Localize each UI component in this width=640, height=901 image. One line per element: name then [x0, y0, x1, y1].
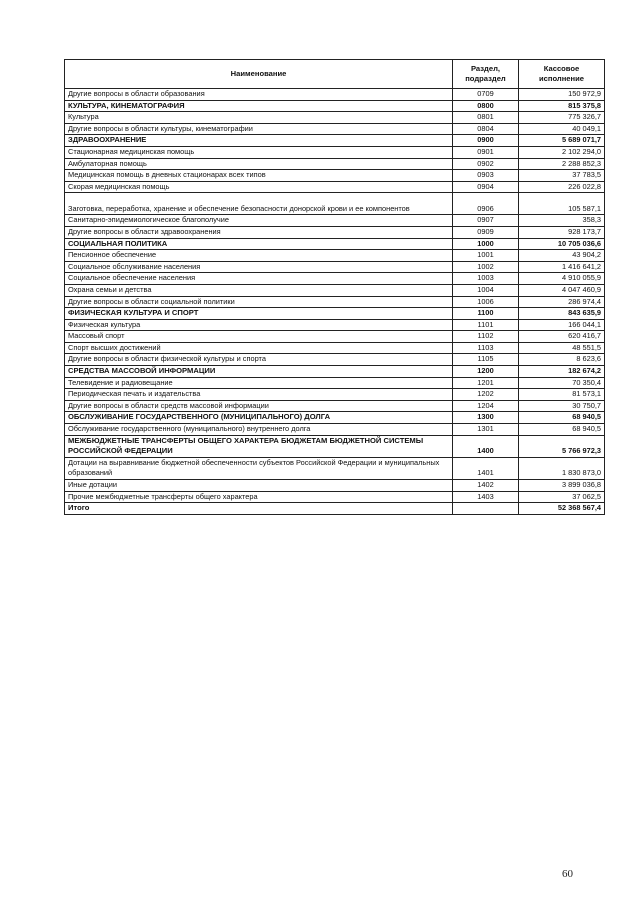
row-amount: 286 974,4: [519, 296, 605, 308]
table-row: [65, 158, 605, 170]
row-amount: 226 022,8: [519, 181, 605, 193]
row-name: Спорт высших достижений: [65, 342, 453, 354]
row-section-code: 0709: [453, 89, 519, 101]
row-amount: 5 766 972,3: [519, 435, 605, 457]
row-section-code: 1101: [453, 319, 519, 331]
section-row: [65, 135, 605, 147]
table-row: [65, 226, 605, 238]
row-name: Социальное обслуживание населения: [65, 261, 453, 273]
row-name: Телевидение и радиовещание: [65, 377, 453, 389]
row-name: ФИЗИЧЕСКАЯ КУЛЬТУРА И СПОРТ: [65, 308, 453, 320]
row-name: Иные дотации: [65, 480, 453, 492]
row-name: Физическая культура: [65, 319, 453, 331]
row-name: ЗДРАВООХРАНЕНИЕ: [65, 135, 453, 147]
row-section-code: [453, 503, 519, 515]
table-row: [65, 342, 605, 354]
row-section-code: 1003: [453, 273, 519, 285]
table-row: [65, 480, 605, 492]
row-section-code: 1201: [453, 377, 519, 389]
row-name: Культура: [65, 112, 453, 124]
row-name: Пенсионное обеспечение: [65, 250, 453, 262]
row-amount: 4 910 055,9: [519, 273, 605, 285]
row-section-code: 1301: [453, 424, 519, 436]
row-section-code: 0801: [453, 112, 519, 124]
row-section-code: 1004: [453, 284, 519, 296]
row-amount: 48 551,5: [519, 342, 605, 354]
row-amount: 358,3: [519, 215, 605, 227]
header-cash-execution: Кассовое исполнение: [519, 60, 605, 89]
row-name: Стационарная медицинская помощь: [65, 146, 453, 158]
row-amount: 150 972,9: [519, 89, 605, 101]
row-name: Другие вопросы в области средств массовой информации: [65, 400, 453, 412]
row-amount: 620 416,7: [519, 331, 605, 343]
row-name: Скорая медицинская помощь: [65, 181, 453, 193]
row-amount: 68 940,5: [519, 412, 605, 424]
row-amount: 37 783,5: [519, 170, 605, 182]
header-section-code: Раздел, подраздел: [453, 60, 519, 89]
table-row: [65, 181, 605, 193]
row-name: Медицинская помощь в дневных стационарах всех типов: [65, 170, 453, 182]
row-section-code: 1103: [453, 342, 519, 354]
row-name: Амбулаторная помощь: [65, 158, 453, 170]
table-row: [65, 250, 605, 262]
row-amount: 70 350,4: [519, 377, 605, 389]
table-row: [65, 112, 605, 124]
row-section-code: 0906: [453, 193, 519, 215]
row-section-code: 0804: [453, 123, 519, 135]
table-row: [65, 296, 605, 308]
row-section-code: 0800: [453, 100, 519, 112]
row-section-code: 1006: [453, 296, 519, 308]
row-section-code: 1105: [453, 354, 519, 366]
row-name: СОЦИАЛЬНАЯ ПОЛИТИКА: [65, 238, 453, 250]
row-name: Охрана семьи и детства: [65, 284, 453, 296]
row-section-code: 1001: [453, 250, 519, 262]
row-name: Итого: [65, 503, 453, 515]
row-name: КУЛЬТУРА, КИНЕМАТОГРАФИЯ: [65, 100, 453, 112]
section-row: [65, 503, 605, 515]
section-row: [65, 366, 605, 378]
row-section-code: 1204: [453, 400, 519, 412]
budget-execution-table: [64, 59, 605, 515]
row-amount: 775 326,7: [519, 112, 605, 124]
table-row: [65, 354, 605, 366]
page-number: 60: [562, 868, 573, 880]
row-name: Другие вопросы в области образования: [65, 89, 453, 101]
row-section-code: 0903: [453, 170, 519, 182]
table-row: [65, 389, 605, 401]
row-amount: 52 368 567,4: [519, 503, 605, 515]
table-row: [65, 319, 605, 331]
row-amount: 843 635,9: [519, 308, 605, 320]
row-name: Массовый спорт: [65, 331, 453, 343]
row-section-code: 1000: [453, 238, 519, 250]
table-row: [65, 89, 605, 101]
row-amount: 68 940,5: [519, 424, 605, 436]
table-header-row: [65, 60, 605, 89]
row-amount: 40 049,1: [519, 123, 605, 135]
row-section-code: 1300: [453, 412, 519, 424]
row-name: Обслуживание государственного (муниципального) внутреннего долга: [65, 424, 453, 436]
row-name: Другие вопросы в области физической культуры и спорта: [65, 354, 453, 366]
row-section-code: 1002: [453, 261, 519, 273]
row-section-code: 0901: [453, 146, 519, 158]
row-section-code: 1202: [453, 389, 519, 401]
section-row: [65, 100, 605, 112]
table-row: [65, 284, 605, 296]
row-amount: 81 573,1: [519, 389, 605, 401]
row-name: ОБСЛУЖИВАНИЕ ГОСУДАРСТВЕННОГО (МУНИЦИПАЛЬНОГО) ДОЛГА: [65, 412, 453, 424]
table-row: [65, 491, 605, 503]
header-name: Наименование: [65, 60, 453, 89]
row-amount: 2 288 852,3: [519, 158, 605, 170]
table-row: [65, 193, 605, 215]
row-amount: 4 047 460,9: [519, 284, 605, 296]
table-row: [65, 377, 605, 389]
row-amount: 5 689 071,7: [519, 135, 605, 147]
row-section-code: 0907: [453, 215, 519, 227]
row-name: Другие вопросы в области культуры, кинематографии: [65, 123, 453, 135]
row-name: Периодическая печать и издательства: [65, 389, 453, 401]
row-amount: 8 623,6: [519, 354, 605, 366]
row-amount: 815 375,8: [519, 100, 605, 112]
table-row: [65, 215, 605, 227]
row-name: Другие вопросы в области социальной политики: [65, 296, 453, 308]
table-row: [65, 261, 605, 273]
row-amount: 2 102 294,0: [519, 146, 605, 158]
row-section-code: 1403: [453, 491, 519, 503]
table-row: [65, 273, 605, 285]
row-section-code: 0904: [453, 181, 519, 193]
row-amount: 182 674,2: [519, 366, 605, 378]
row-section-code: 1400: [453, 435, 519, 457]
row-amount: 10 705 036,6: [519, 238, 605, 250]
table-row: [65, 424, 605, 436]
table-row: [65, 400, 605, 412]
row-name: Социальное обеспечение населения: [65, 273, 453, 285]
section-row: [65, 435, 605, 457]
row-name: МЕЖБЮДЖЕТНЫЕ ТРАНСФЕРТЫ ОБЩЕГО ХАРАКТЕРА БЮДЖЕТАМ БЮДЖЕТНОЙ СИСТЕМЫ РОССИЙСКОЙ ФЕДЕРАЦИИ: [65, 435, 453, 457]
row-section-code: 1401: [453, 457, 519, 479]
row-name: Санитарно-эпидемиологическое благополучие: [65, 215, 453, 227]
section-row: [65, 412, 605, 424]
row-name: Прочие межбюджетные трансферты общего характера: [65, 491, 453, 503]
row-amount: 928 173,7: [519, 226, 605, 238]
table-row: [65, 331, 605, 343]
row-name: Дотации на выравнивание бюджетной обеспеченности субъектов Российской Федерации и муниципальных образований: [65, 457, 453, 479]
row-section-code: 1402: [453, 480, 519, 492]
row-amount: 166 044,1: [519, 319, 605, 331]
table-row: [65, 457, 605, 479]
row-section-code: 0902: [453, 158, 519, 170]
row-amount: 37 062,5: [519, 491, 605, 503]
row-amount: 1 830 873,0: [519, 457, 605, 479]
row-amount: 1 416 641,2: [519, 261, 605, 273]
row-section-code: 1100: [453, 308, 519, 320]
table-row: [65, 146, 605, 158]
row-amount: 105 587,1: [519, 193, 605, 215]
table-row: [65, 170, 605, 182]
row-name: СРЕДСТВА МАССОВОЙ ИНФОРМАЦИИ: [65, 366, 453, 378]
row-amount: 43 904,2: [519, 250, 605, 262]
row-section-code: 1200: [453, 366, 519, 378]
row-name: Другие вопросы в области здравоохранения: [65, 226, 453, 238]
row-section-code: 1102: [453, 331, 519, 343]
row-amount: 3 899 036,8: [519, 480, 605, 492]
section-row: [65, 308, 605, 320]
table-row: [65, 123, 605, 135]
row-name: Заготовка, переработка, хранение и обеспечение безопасности донорской крови и ее компонентов: [65, 193, 453, 215]
section-row: [65, 238, 605, 250]
row-section-code: 0900: [453, 135, 519, 147]
row-amount: 30 750,7: [519, 400, 605, 412]
row-section-code: 0909: [453, 226, 519, 238]
